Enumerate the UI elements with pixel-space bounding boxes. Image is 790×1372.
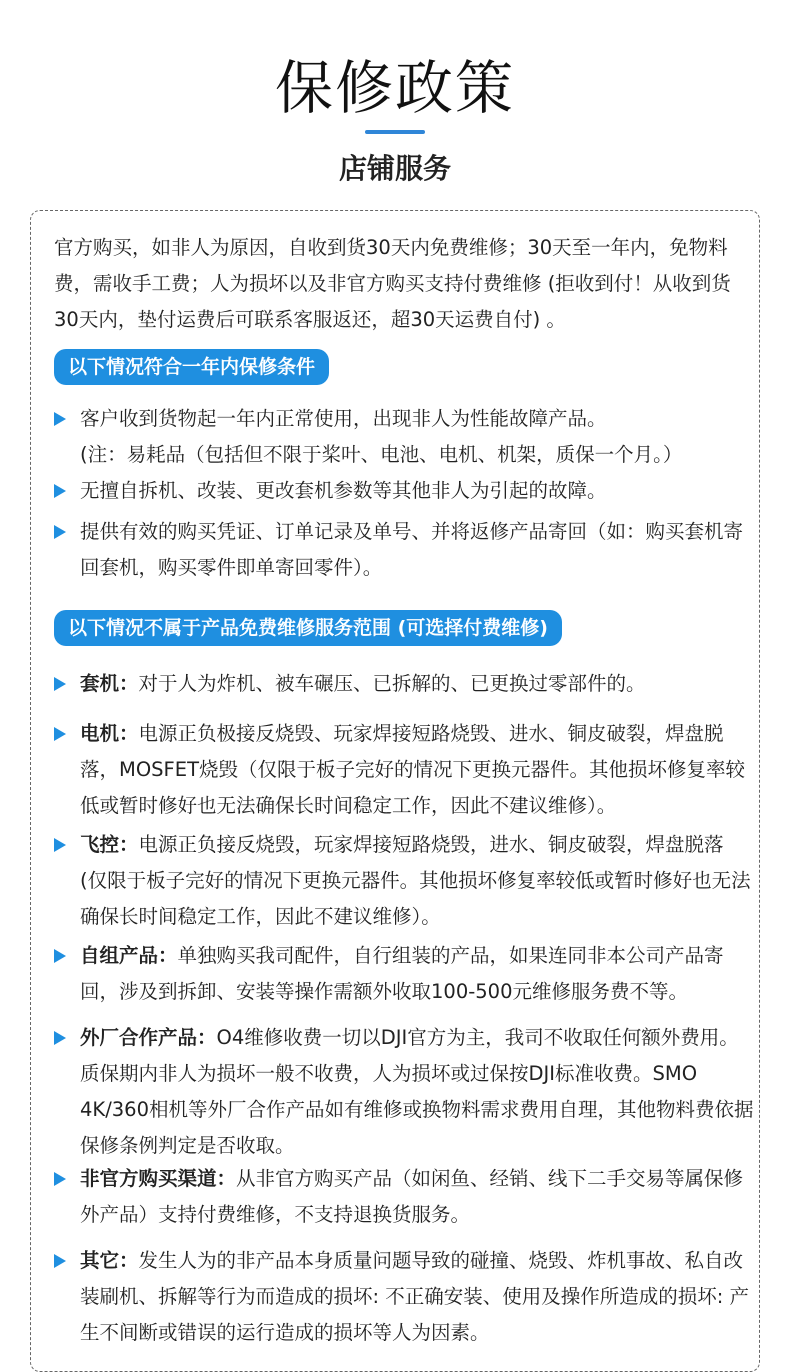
- page-subtitle: 店铺服务: [338, 152, 451, 185]
- bullet-triangle-icon: [54, 727, 66, 741]
- list-item: [54, 938, 754, 1010]
- list-item: [54, 1243, 754, 1351]
- list-item-text: O4维修收费一切以DJI官方为主，我司不收取任何额外费用。质保期内非人为损坏一般不收费，人为损坏或过保按DJI标准收费。SMO 4K/360相机等外厂合作产品如有维修或换物料需求费用自理，其他物料费依据保修条例判定是否收取。: [80, 1026, 754, 1157]
- list-item: [54, 514, 754, 586]
- bullet-triangle-icon: [54, 677, 66, 691]
- bullet-triangle-icon: [54, 1031, 66, 1045]
- bullet-triangle-icon: [54, 838, 66, 852]
- list-item-text: 单独购买我司配件，自行组装的产品，如果连同非本公司产品寄回，涉及到拆卸、安装等操作需额外收取100-500元维修服务费不等。: [80, 944, 724, 1003]
- bullet-triangle-icon: [54, 949, 66, 963]
- list-item: [54, 827, 754, 935]
- list-item: [54, 1161, 754, 1233]
- bullet-triangle-icon: [54, 1254, 66, 1268]
- list-item-label: 外厂合作产品：: [80, 1026, 217, 1049]
- list-item-text: 客户收到货物起一年内正常使用，出现非人为性能故障产品。: [80, 407, 607, 430]
- bullet-triangle-icon: [54, 484, 66, 498]
- bullet-triangle-icon: [54, 1172, 66, 1186]
- list-item-text: 从非官方购买产品（如闲鱼、经销、线下二手交易等属保修外产品）支持付费维修，不支持退换货服务。: [80, 1167, 744, 1226]
- list-item-label: 套机：: [80, 672, 139, 695]
- list-item-text: 电源正负接反烧毁，玩家焊接短路烧毁，进水、铜皮破裂，焊盘脱落 (仅限于板子完好的情况下更换元器件。其他损坏修复率较低或暂时修好也无法确保长时间稳定工作，因此不建议维修）。: [80, 833, 751, 928]
- list-item: [54, 666, 754, 702]
- title-underline: [365, 130, 425, 134]
- bullet-triangle-icon: [54, 412, 66, 426]
- list-item-label: 非官方购买渠道：: [80, 1167, 237, 1190]
- list-item-text: 提供有效的购买凭证、订单记录及单号、并将返修产品寄回（如：购买套机寄回套机，购买零件即单寄回零件）。: [80, 520, 744, 579]
- section1-heading-badge: 以下情况符合一年内保修条件: [54, 349, 329, 385]
- list-item-label: 电机：: [80, 722, 139, 745]
- list-item-label: 其它：: [80, 1249, 139, 1272]
- intro-paragraph: 官方购买，如非人为原因，自收到货30天内免费维修；30天至一年内，免物料费，需收手工费；人为损坏以及非官方购买支持付费维修 (拒收到付！从收到货30天内，垫付运费后可联系客服返还，超30天运费自付) 。: [54, 236, 731, 331]
- list-item-note: (注：易耗品（包括但不限于桨叶、电池、电机、机架，质保一个月。）: [80, 443, 683, 466]
- list-item-text: 无擅自拆机、改装、更改套机参数等其他非人为引起的故障。: [80, 479, 607, 502]
- section2-heading-badge: 以下情况不属于产品免费维修服务范围 (可选择付费维修): [54, 610, 562, 646]
- list-item-label: 飞控：: [80, 833, 139, 856]
- list-item-text: 对于人为炸机、被车碾压、已拆解的、已更换过零部件的。: [138, 672, 646, 695]
- bullet-triangle-icon: [54, 525, 66, 539]
- page-title: 保修政策: [274, 54, 515, 122]
- list-item-text: 发生人为的非产品本身质量问题导致的碰撞、烧毁、炸机事故、私自改装刷机、拆解等行为而造成的损坏: 不正确安装、使用及操作所造成的损坏: 产生不间断或错误的运行造成的损坏等人为因素。: [80, 1249, 750, 1344]
- list-item: [54, 473, 754, 509]
- list-item-text: 电源正负极接反烧毁、玩家焊接短路烧毁、进水、铜皮破裂，焊盘脱落，MOSFET烧毁（仅限于板子完好的情况下更换元器件。其他损坏修复率较低或暂时修好也无法确保长时间稳定工作，因此不建议维修）。: [80, 722, 745, 817]
- list-item: [54, 401, 754, 473]
- list-item: [54, 716, 754, 824]
- list-item-label: 自组产品：: [80, 944, 178, 967]
- list-item: [54, 1020, 754, 1164]
